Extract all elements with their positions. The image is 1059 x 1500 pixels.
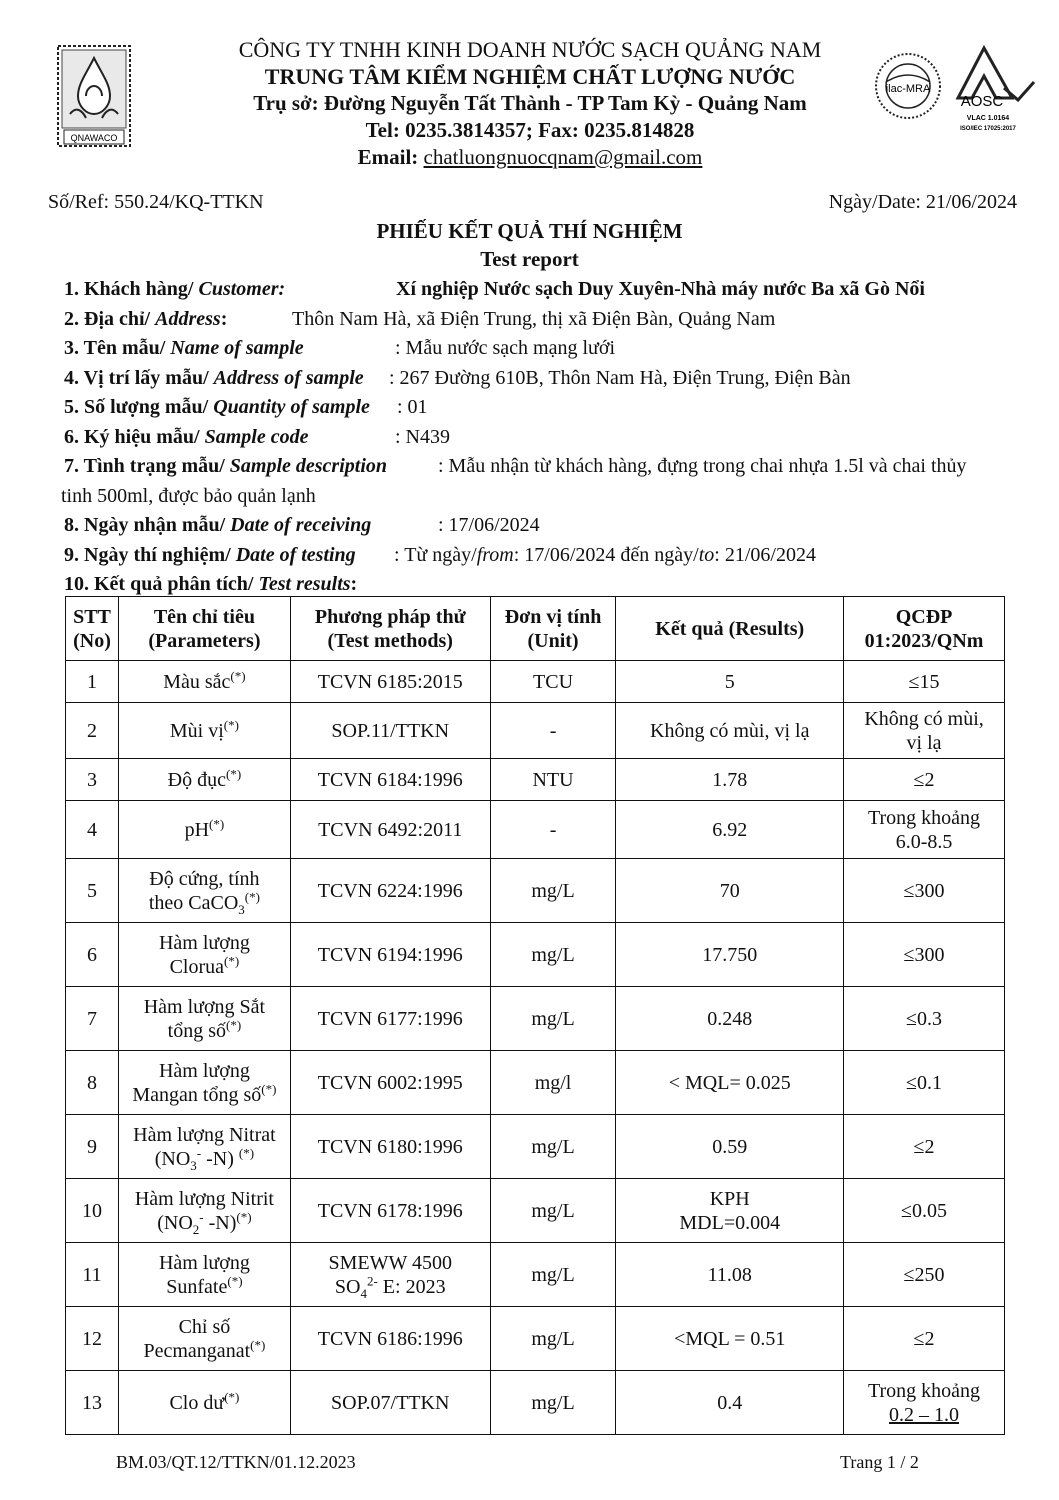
row-method: TCVN 6178:1996 — [290, 1179, 490, 1243]
row-parameter: Độ đục(*) — [118, 759, 290, 801]
water-drop-logo-icon — [56, 44, 132, 148]
row-result: 11.08 — [616, 1243, 844, 1307]
header-results: Kết quả (Results) — [616, 597, 844, 661]
row-unit: mg/L — [490, 1307, 616, 1371]
head-office-address: Trụ sở: Đường Nguyễn Tất Thành - TP Tam Kỳ - Quảng Nam — [253, 91, 807, 115]
accreditation-icon — [872, 42, 1042, 138]
header-unit: Đơn vị tính (Unit) — [490, 597, 616, 661]
row-standard: ≤2 — [844, 1307, 1005, 1371]
table-row — [66, 759, 1005, 801]
sample-name-value: : Mẫu nước sạch mạng lưới — [395, 337, 616, 359]
table-row — [66, 801, 1005, 859]
header-no: STT (No) — [66, 597, 119, 661]
row-result: < MQL= 0.025 — [616, 1051, 844, 1115]
row-result: Không có mùi, vị lạ — [616, 703, 844, 759]
customer-value: Xí nghiệp Nước sạch Duy Xuyên-Nhà máy nước Ba xã Gò Nổi — [396, 278, 925, 300]
svg-text:ISO/IEC 17025:2017: ISO/IEC 17025:2017 — [960, 126, 1016, 132]
sample-description-value: : Mẫu nhận từ khách hàng, đựng trong chai nhựa 1.5l và chai thủy — [438, 455, 967, 477]
row-result: 17.750 — [616, 923, 844, 987]
company-name: CÔNG TY TNHH KINH DOANH NƯỚC SẠCH QUẢNG NAM — [238, 37, 822, 62]
address-row: 2. Địa chỉ/ Address: Thôn Nam Hà, xã Điện Trung, thị xã Điện Bàn, Quảng Nam — [64, 305, 1024, 335]
table-row — [66, 1115, 1005, 1179]
row-standard: ≤300 — [844, 859, 1005, 923]
accreditation-logos — [872, 42, 1042, 138]
row-standard: ≤300 — [844, 923, 1005, 987]
row-standard: Trong khoảng 6.0-8.5 — [844, 801, 1005, 859]
row-unit: mg/L — [490, 923, 616, 987]
row-no: 13 — [66, 1371, 119, 1435]
row-unit: TCU — [490, 661, 616, 703]
customer-row: 1. Khách hàng/ Customer: Xí nghiệp Nước sạch Duy Xuyên-Nhà máy nước Ba xã Gò Nổi — [64, 275, 1024, 305]
sample-info — [61, 275, 1024, 600]
row-no: 11 — [66, 1243, 119, 1307]
table-header-row — [66, 597, 1005, 661]
table-row — [66, 1179, 1005, 1243]
sample-address-value: : 267 Đường 610B, Thôn Nam Hà, Điện Trung, Điện Bàn — [389, 366, 851, 389]
svg-text:AOSC: AOSC — [960, 93, 1004, 110]
row-parameter: Hàm lượng Nitrit ($NO_2^-$ -N)(*) — [118, 1179, 290, 1243]
table-row — [66, 661, 1005, 703]
row-no: 5 — [66, 859, 119, 923]
row-parameter: Hàm lượng Mangan tổng số(*) — [118, 1051, 290, 1115]
row-method: TCVN 6194:1996 — [290, 923, 490, 987]
row-result: 5 — [616, 661, 844, 703]
row-method: TCVN 6184:1996 — [290, 759, 490, 801]
email-label: Email: — [357, 145, 424, 169]
row-method: TCVN 6224:1996 — [290, 859, 490, 923]
quantity-value: : 01 — [397, 396, 428, 418]
testing-date-row: 9. Ngày thí nghiệm/ Date of testing : Từ ngày/from: 17/06/2024 đến ngày/to: 21/06/2024 — [64, 541, 1024, 571]
row-method: SMEWW 4500 $SO_4^{2-}$ E: 2023 — [290, 1243, 490, 1307]
svg-text:QNAWACO: QNAWACO — [70, 133, 118, 143]
row-standard: ≤250 — [844, 1243, 1005, 1307]
email-line — [140, 144, 920, 171]
svg-text:ilac-MRA: ilac-MRA — [885, 83, 931, 95]
table-row — [66, 1051, 1005, 1115]
row-result: 0.59 — [616, 1115, 844, 1179]
page-number: Trang 1 / 2 — [840, 1452, 919, 1472]
receive-date-row: 8. Ngày nhận mẫu/ Date of receiving : 17/06/2024 — [64, 511, 1024, 541]
row-result: 6.92 — [616, 801, 844, 859]
row-result: 0.4 — [616, 1371, 844, 1435]
address-value: Thôn Nam Hà, xã Điện Trung, thị xã Điện Bàn, Quảng Nam — [292, 307, 776, 330]
row-no: 1 — [66, 661, 119, 703]
row-method: TCVN 6177:1996 — [290, 987, 490, 1051]
row-result: KPH MDL=0.004 — [616, 1179, 844, 1243]
row-unit: mg/L — [490, 1115, 616, 1179]
receive-date-value: : 17/06/2024 — [438, 514, 540, 536]
company-logo — [56, 44, 132, 148]
row-no: 10 — [66, 1179, 119, 1243]
center-name: TRUNG TÂM KIỂM NGHIỆM CHẤT LƯỢNG NƯỚC — [264, 64, 796, 89]
row-unit: mg/L — [490, 1243, 616, 1307]
row-standard: ≤15 — [844, 661, 1005, 703]
header-methods: Phương pháp thử (Test methods) — [290, 597, 490, 661]
row-parameter: pH(*) — [118, 801, 290, 859]
form-code: BM.03/QT.12/TTKN/01.12.2023 — [116, 1452, 356, 1472]
phone-fax: Tel: 0235.3814357; Fax: 0235.814828 — [365, 118, 695, 142]
table-row — [66, 1371, 1005, 1435]
row-no: 3 — [66, 759, 119, 801]
table-row — [66, 703, 1005, 759]
row-method: TCVN 6186:1996 — [290, 1307, 490, 1371]
row-parameter: Clo dư(*) — [118, 1371, 290, 1435]
row-unit: mg/L — [490, 1371, 616, 1435]
row-standard: ≤2 — [844, 1115, 1005, 1179]
row-no: 9 — [66, 1115, 119, 1179]
row-method: TCVN 6185:2015 — [290, 661, 490, 703]
table-row — [66, 1307, 1005, 1371]
row-standard: Trong khoảng 0.2 – 1.0 — [844, 1371, 1005, 1435]
letterhead — [140, 36, 920, 171]
row-unit: - — [490, 801, 616, 859]
sample-code-row: 6. Ký hiệu mẫu/ Sample code : N439 — [64, 423, 1024, 453]
row-parameter: Mùi vị(*) — [118, 703, 290, 759]
row-no: 8 — [66, 1051, 119, 1115]
table-row — [66, 923, 1005, 987]
svg-text:VLAC 1.0164: VLAC 1.0164 — [966, 115, 1010, 122]
row-parameter: Hàm lượng Sắt tổng số(*) — [118, 987, 290, 1051]
row-parameter: Độ cứng, tính theo CaCO$_3$(*) — [118, 859, 290, 923]
table-row — [66, 987, 1005, 1051]
header-parameters: Tên chỉ tiêu (Parameters) — [118, 597, 290, 661]
testing-date-value: : Từ ngày/from: 17/06/2024 đến ngày/to: 21/06/2024 — [394, 543, 816, 566]
row-method: TCVN 6002:1995 — [290, 1051, 490, 1115]
sample-description-continued: tinh 500ml, được bảo quản lạnh — [61, 484, 316, 507]
row-standard: ≤2 — [844, 759, 1005, 801]
title-vietnamese: PHIẾU KẾT QUẢ THÍ NGHIỆM — [376, 219, 683, 243]
sample-description-row: 7. Tình trạng mẫu/ Sample description : Mẫu nhận từ khách hàng, đựng trong chai nhựa 1.5l và chai thủy — [64, 452, 1024, 482]
row-parameter: Hàm lượng Clorua(*) — [118, 923, 290, 987]
row-result: 70 — [616, 859, 844, 923]
row-unit: - — [490, 703, 616, 759]
email-link[interactable]: chatluongnuocqnam@gmail.com — [423, 145, 703, 169]
row-unit: mg/l — [490, 1051, 616, 1115]
sample-address-row: 4. Vị trí lấy mẫu/ Address of sample : 267 Đường 610B, Thôn Nam Hà, Điện Trung, Điện Bàn — [64, 364, 1024, 394]
table-body — [66, 661, 1005, 1435]
row-result: <MQL = 0.51 — [616, 1307, 844, 1371]
reference-number: Số/Ref: 550.24/KQ-TTKN — [48, 191, 264, 213]
row-unit: NTU — [490, 759, 616, 801]
row-method: TCVN 6492:2011 — [290, 801, 490, 859]
row-method: SOP.07/TTKN — [290, 1371, 490, 1435]
row-parameter: Chỉ số Pecmanganat(*) — [118, 1307, 290, 1371]
row-method: SOP.11/TTKN — [290, 703, 490, 759]
row-unit: mg/L — [490, 1179, 616, 1243]
report-title — [0, 217, 1059, 273]
row-unit: mg/L — [490, 859, 616, 923]
row-no: 2 — [66, 703, 119, 759]
sample-code-value: : N439 — [395, 425, 450, 448]
row-standard: ≤0.05 — [844, 1179, 1005, 1243]
row-parameter: Màu sắc(*) — [118, 661, 290, 703]
header-standard: QCĐP 01:2023/QNm — [844, 597, 1005, 661]
row-parameter: Hàm lượng Sunfate(*) — [118, 1243, 290, 1307]
row-standard: ≤0.1 — [844, 1051, 1005, 1115]
row-result: 0.248 — [616, 987, 844, 1051]
row-no: 7 — [66, 987, 119, 1051]
title-english: Test report — [480, 247, 579, 271]
report-date: Ngày/Date: 21/06/2024 — [828, 191, 1017, 213]
table-row — [66, 1243, 1005, 1307]
row-unit: mg/L — [490, 987, 616, 1051]
results-heading-row: 10. Kết quả phân tích/ Test results: — [64, 573, 358, 595]
row-standard: ≤0.3 — [844, 987, 1005, 1051]
row-standard: Không có mùi, vị lạ — [844, 703, 1005, 759]
row-method: TCVN 6180:1996 — [290, 1115, 490, 1179]
row-no: 4 — [66, 801, 119, 859]
quantity-row: 5. Số lượng mẫu/ Quantity of sample : 01 — [64, 393, 1024, 423]
row-no: 12 — [66, 1307, 119, 1371]
sample-name-row: 3. Tên mẫu/ Name of sample : Mẫu nước sạch mạng lưới — [64, 334, 1024, 364]
results-table — [65, 596, 1005, 1435]
row-no: 6 — [66, 923, 119, 987]
row-parameter: Hàm lượng Nitrat ($NO_3^-$ -N) (*) — [118, 1115, 290, 1179]
row-result: 1.78 — [616, 759, 844, 801]
table-row — [66, 859, 1005, 923]
